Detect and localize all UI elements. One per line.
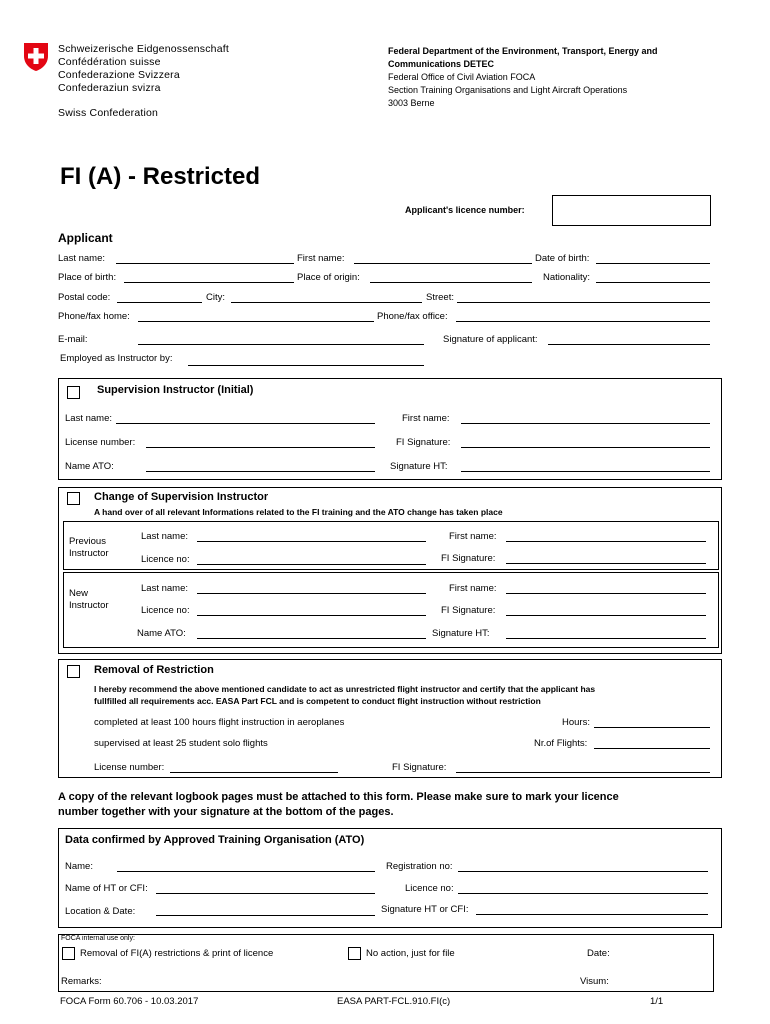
- prev-licence-no-field[interactable]: [197, 564, 426, 565]
- new-name-ato-label: Name ATO:: [137, 628, 186, 639]
- remarks-label: Remarks:: [61, 976, 102, 987]
- postal-code-label: Postal code:: [58, 292, 111, 303]
- flights-field[interactable]: [594, 748, 710, 749]
- department-address: [388, 45, 658, 110]
- new-fi-signature-field[interactable]: [506, 615, 706, 616]
- location-date-label: Location & Date:: [65, 906, 136, 917]
- change-checkbox[interactable]: [67, 492, 80, 505]
- removal-checkbox[interactable]: [67, 665, 80, 678]
- notice-line1: A copy of the relevant logbook pages must be attached to this form. Please make sure to mark your licence: [58, 791, 619, 803]
- city-field[interactable]: [231, 302, 422, 303]
- foca-internal-label: FOCA internal use only:: [61, 935, 135, 942]
- ato-heading: Data confirmed by Approved Training Organisation (ATO): [65, 834, 365, 846]
- logo-line-rm: Confederaziun svizra: [58, 82, 161, 94]
- dept-line2: Communications DETEC: [388, 59, 495, 69]
- sup-fi-signature-label: FI Signature:: [396, 437, 451, 448]
- logo-line-it: Confederazione Svizzera: [58, 69, 180, 81]
- new-instructor-word: Instructor: [69, 600, 109, 611]
- place-of-origin-label: Place of origin:: [297, 272, 360, 283]
- office-line: Federal Office of Civil Aviation FOCA: [388, 72, 536, 82]
- foca-removal-label: Removal of FI(A) restrictions & print of licence: [80, 948, 274, 959]
- ato-signature-label: Signature HT or CFI:: [381, 904, 469, 915]
- new-licence-no-field[interactable]: [197, 615, 426, 616]
- employed-by-field[interactable]: [188, 365, 424, 366]
- flights-text: supervised at least 25 student solo flights: [94, 738, 268, 749]
- applicant-signature-label: Signature of applicant:: [443, 334, 538, 345]
- hours-field[interactable]: [594, 727, 710, 728]
- dob-label: Date of birth:: [535, 253, 590, 264]
- prev-first-name-field[interactable]: [506, 541, 706, 542]
- supervision-checkbox[interactable]: [67, 386, 80, 399]
- hours-label: Hours:: [562, 717, 590, 728]
- hours-text: completed at least 100 hours flight instruction in aeroplanes: [94, 717, 345, 728]
- new-first-name-field[interactable]: [506, 593, 706, 594]
- place-of-origin-field[interactable]: [370, 282, 532, 283]
- footer-reference: EASA PART-FCL.910.FI(c): [337, 996, 451, 1007]
- nationality-label: Nationality:: [543, 272, 590, 283]
- licence-number-label: Applicant's licence number:: [405, 205, 525, 215]
- removal-heading: Removal of Restriction: [94, 664, 214, 676]
- place-of-birth-label: Place of birth:: [58, 272, 117, 283]
- sup-last-name-label: Last name:: [65, 413, 112, 424]
- prev-fi-signature-field[interactable]: [506, 563, 706, 564]
- last-name-label: Last name:: [58, 253, 105, 264]
- new-name-ato-field[interactable]: [197, 638, 426, 639]
- new-last-name-field[interactable]: [197, 593, 426, 594]
- rem-fi-signature-label: FI Signature:: [392, 762, 447, 773]
- ato-licence-no-label: Licence no:: [405, 883, 454, 894]
- section-line: Section Training Organisations and Light Aircraft Operations: [388, 85, 628, 95]
- rem-license-number-label: License number:: [94, 762, 165, 773]
- sup-signature-ht-label: Signature HT:: [390, 461, 448, 472]
- flights-label: Nr.of Flights:: [534, 738, 588, 749]
- visum-label: Visum:: [580, 976, 609, 987]
- dept-line1: Federal Department of the Environment, Transport, Energy and: [388, 46, 658, 56]
- prev-last-name-field[interactable]: [197, 541, 426, 542]
- footer-page-number: 1/1: [650, 996, 664, 1007]
- notice-line2: number together with your signature at the bottom of the pages.: [58, 806, 394, 818]
- sup-fi-signature-field[interactable]: [461, 447, 710, 448]
- dob-field[interactable]: [596, 263, 710, 264]
- prev-fi-signature-label: FI Signature:: [441, 553, 496, 564]
- supervision-heading: Supervision Instructor (Initial): [97, 384, 254, 396]
- new-last-name-label: Last name:: [141, 583, 188, 594]
- new-signature-ht-label: Signature HT:: [432, 628, 490, 639]
- street-label: Street:: [426, 292, 454, 303]
- new-word: New: [69, 588, 89, 599]
- sup-name-ato-label: Name ATO:: [65, 461, 114, 472]
- phone-office-field[interactable]: [456, 321, 710, 322]
- logo-line-en: Swiss Confederation: [58, 107, 159, 119]
- applicant-signature-field[interactable]: [548, 344, 710, 345]
- nationality-field[interactable]: [596, 282, 710, 283]
- first-name-label: First name:: [297, 253, 345, 264]
- ato-name-label: Name:: [65, 861, 93, 872]
- new-first-name-label: First name:: [449, 583, 497, 594]
- location-date-field[interactable]: [156, 915, 375, 916]
- footer-form-number: FOCA Form 60.706 - 10.03.2017: [60, 996, 199, 1007]
- prev-last-name-label: Last name:: [141, 531, 188, 542]
- logo-line-fr: Confédération suisse: [58, 56, 161, 68]
- prev-licence-no-label: Licence no:: [141, 554, 190, 565]
- street-field[interactable]: [457, 302, 710, 303]
- sup-license-number-label: License number:: [65, 437, 136, 448]
- foca-date-label: Date:: [587, 948, 610, 959]
- sup-signature-ht-field[interactable]: [461, 471, 710, 472]
- ato-licence-no-field[interactable]: [458, 893, 708, 894]
- rem-fi-signature-field[interactable]: [456, 772, 710, 773]
- ato-name-field[interactable]: [117, 871, 375, 872]
- logbook-notice: [58, 790, 619, 820]
- previous-label: [69, 536, 109, 560]
- new-fi-signature-label: FI Signature:: [441, 605, 496, 616]
- phone-home-label: Phone/fax home:: [58, 311, 130, 322]
- new-licence-no-label: Licence no:: [141, 605, 190, 616]
- email-field[interactable]: [138, 344, 424, 345]
- new-signature-ht-field[interactable]: [506, 638, 706, 639]
- registration-field[interactable]: [458, 871, 708, 872]
- removal-text-line1: I hereby recommend the above mentioned candidate to act as unrestricted flight instructor and certify that the applicant has: [94, 684, 596, 694]
- ato-signature-field[interactable]: [476, 914, 708, 915]
- logo-line-de: Schweizerische Eidgenossenschaft: [58, 43, 229, 55]
- name-ht-label: Name of HT or CFI:: [65, 883, 148, 894]
- logo-text: [58, 43, 229, 95]
- sup-name-ato-field[interactable]: [146, 471, 375, 472]
- prev-first-name-label: First name:: [449, 531, 497, 542]
- sup-first-name-label: First name:: [402, 413, 450, 424]
- new-label: [69, 588, 109, 612]
- city-line: 3003 Berne: [388, 98, 435, 108]
- sup-license-number-field[interactable]: [146, 447, 375, 448]
- email-label: E-mail:: [58, 334, 88, 345]
- name-ht-field[interactable]: [156, 893, 375, 894]
- no-action-checkbox[interactable]: [348, 947, 361, 960]
- last-name-field[interactable]: [116, 263, 294, 264]
- change-heading: Change of Supervision Instructor: [94, 491, 269, 503]
- phone-office-label: Phone/fax office:: [377, 311, 448, 322]
- phone-home-field[interactable]: [138, 321, 374, 322]
- city-label: City:: [206, 292, 225, 303]
- foca-removal-checkbox[interactable]: [62, 947, 75, 960]
- sup-last-name-field[interactable]: [116, 423, 375, 424]
- swiss-coat-of-arms: [23, 42, 49, 72]
- place-of-birth-field[interactable]: [124, 282, 294, 283]
- previous-word: Previous: [69, 536, 106, 547]
- employed-by-label: Employed as Instructor by:: [60, 353, 173, 364]
- removal-text-line2: fullfilled all requirements acc. EASA Part FCL and is competent to conduct flight instruction without restriction: [94, 696, 541, 706]
- licence-number-field[interactable]: [552, 195, 711, 226]
- applicant-heading: Applicant: [58, 231, 113, 245]
- registration-label: Registration no:: [386, 861, 453, 872]
- first-name-field[interactable]: [354, 263, 532, 264]
- rem-license-number-field[interactable]: [170, 772, 338, 773]
- page-title: FI (A) - Restricted: [60, 163, 261, 190]
- sup-first-name-field[interactable]: [461, 423, 710, 424]
- postal-code-field[interactable]: [117, 302, 202, 303]
- change-note: A hand over of all relevant Informations related to the FI training and the ATO change has taken place: [94, 507, 503, 517]
- no-action-label: No action, just for file: [366, 948, 455, 959]
- previous-instructor-word: Instructor: [69, 548, 109, 559]
- foca-internal-section: [58, 934, 714, 992]
